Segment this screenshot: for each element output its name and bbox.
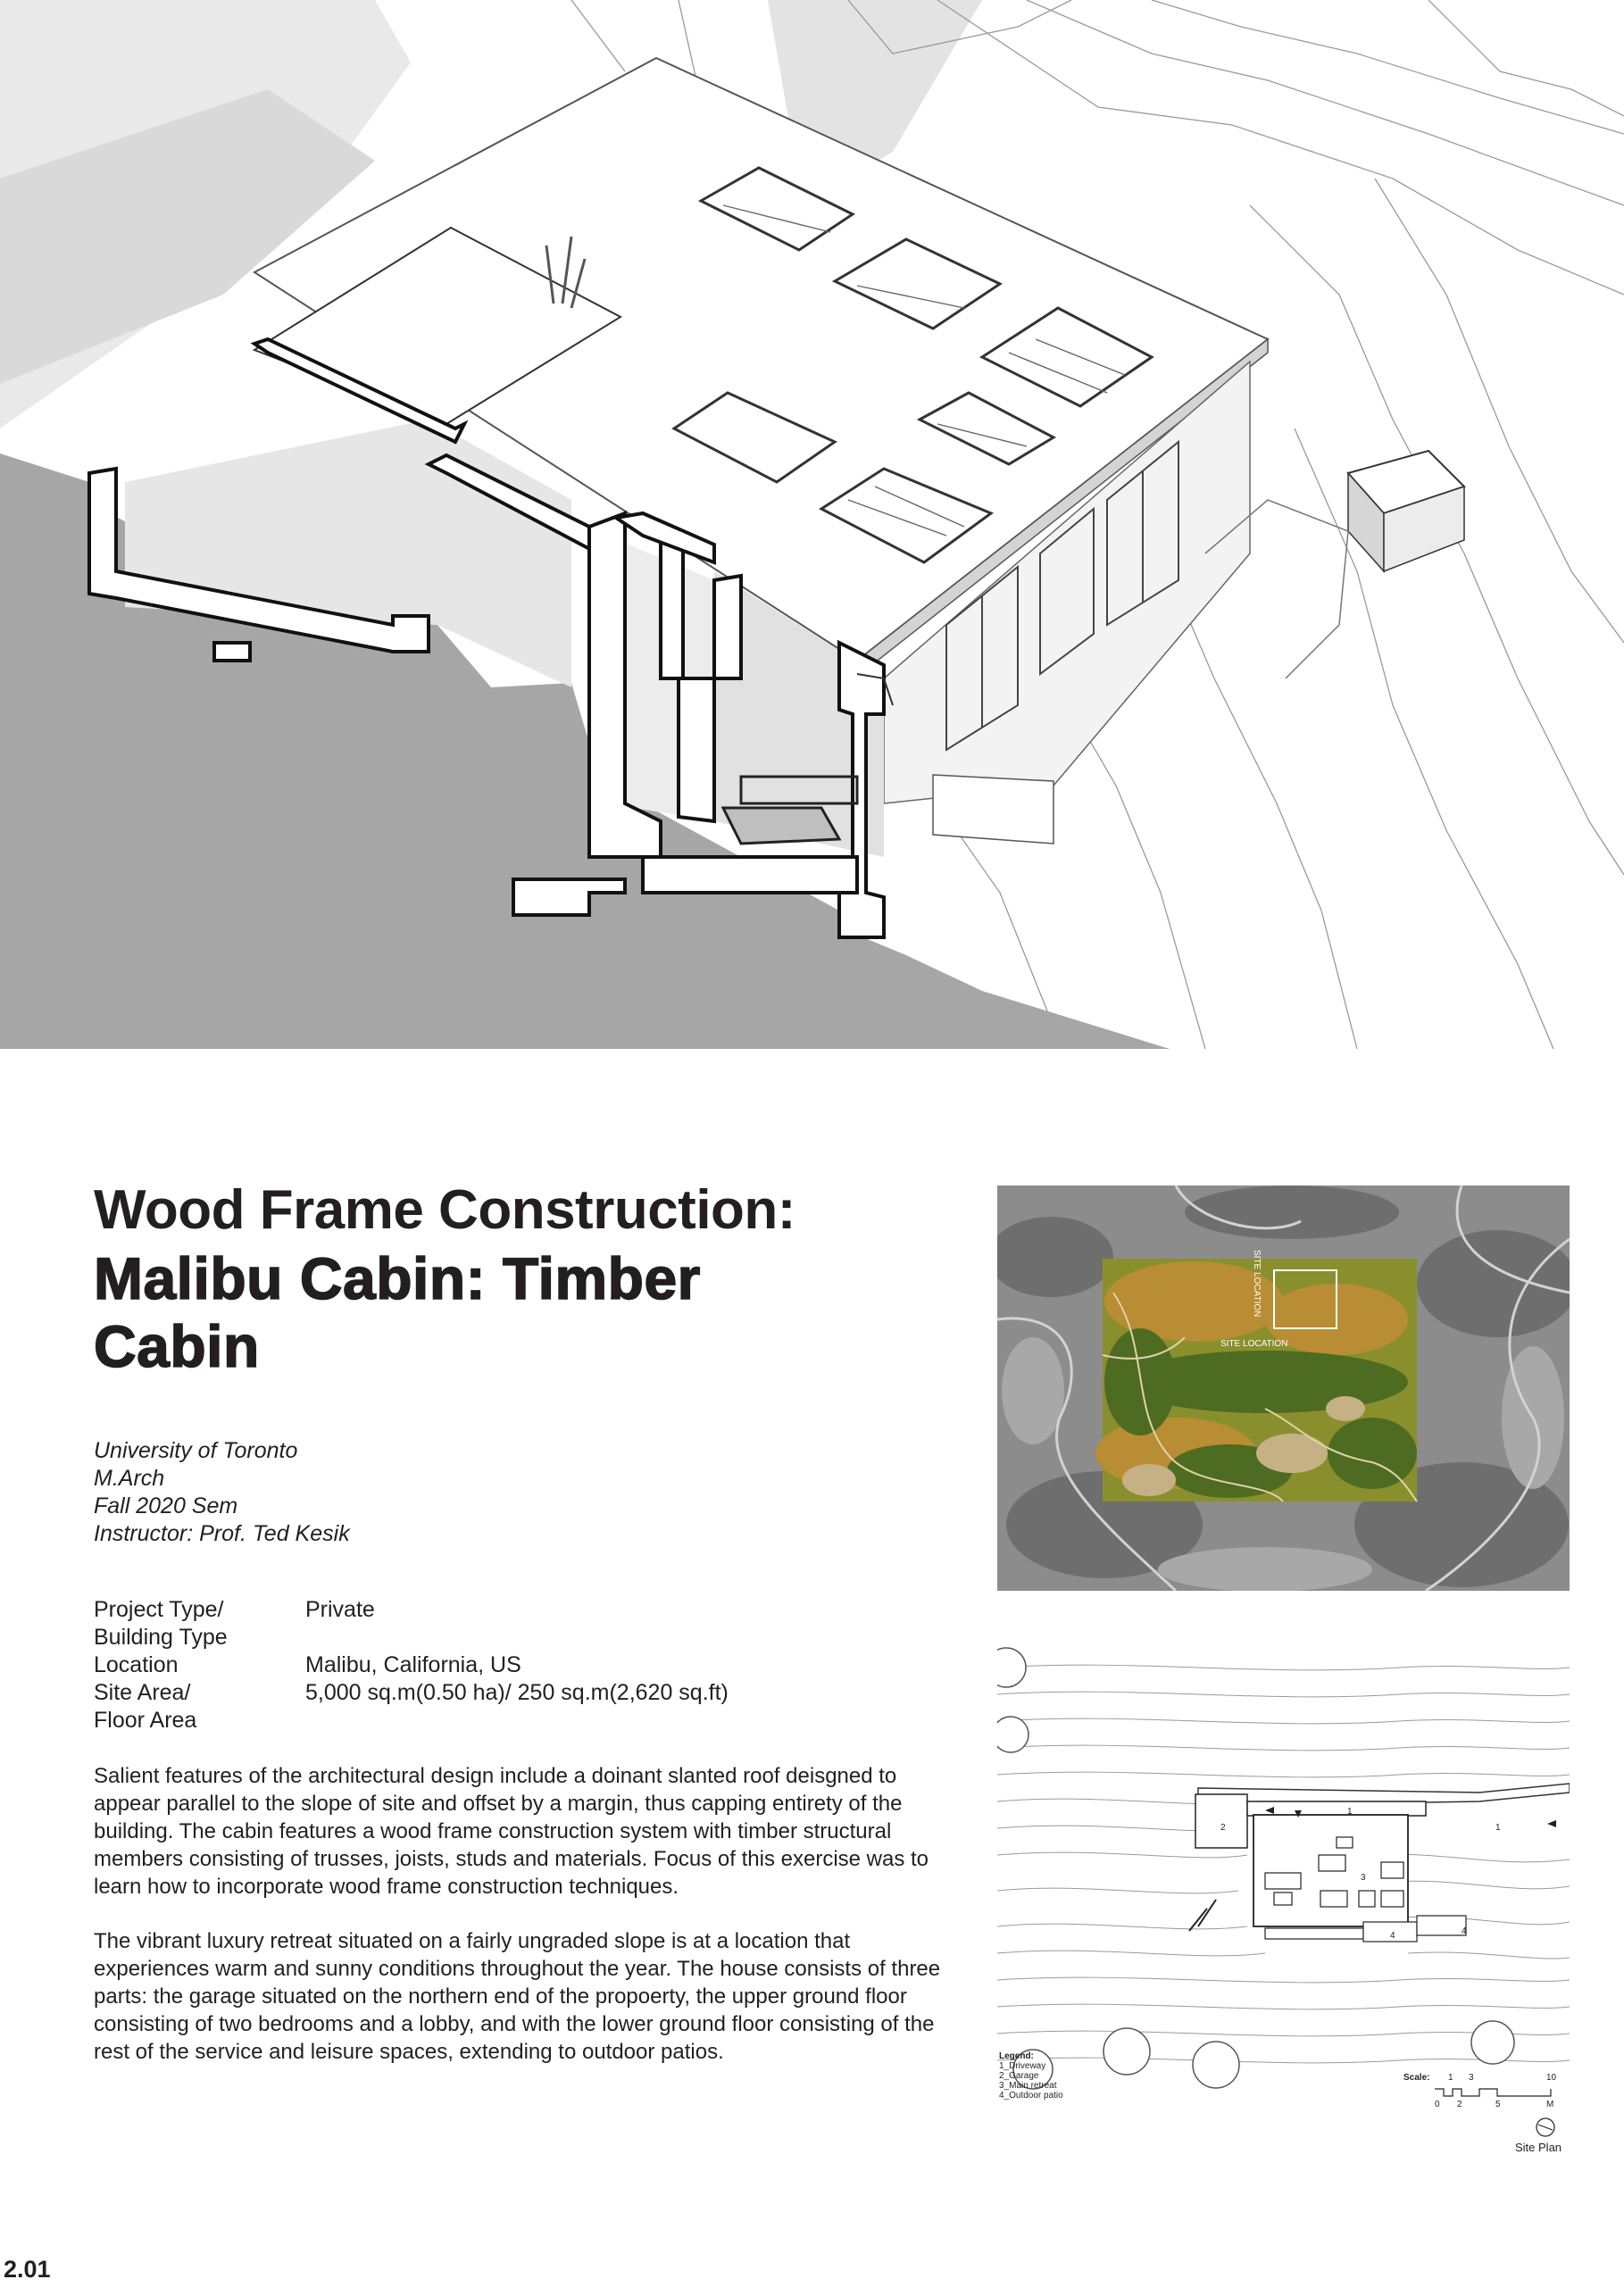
zone-number: 4: [1462, 1926, 1467, 1936]
scale-tick: 10: [1546, 2073, 1557, 2083]
zone-number: 4: [1390, 1931, 1395, 1941]
credit-instructor: Instructor: Prof. Ted Kesik: [94, 1521, 350, 1546]
axonometric-section-drawing: [0, 0, 1624, 1049]
legend-item: 2_Garage: [999, 2071, 1039, 2081]
project-title-line-1: Malibu Cabin: Timber: [94, 1245, 701, 1311]
description-paragraph: The vibrant luxury retreat situated on a fairly ungraded slope is at a location that experiences warm and sunny conditions throughout the year. The house consists of three parts: the garage situated on the northern end of the propoerty, the upper ground floor consisting of two bedrooms and a lobby, and with the lower ground floor consisting of the rest of the service and leisure spaces, extending to outdoor patios.: [94, 1929, 941, 2064]
credit-program: M.Arch: [94, 1466, 165, 1491]
site-plan-caption: Site Plan: [1515, 2141, 1562, 2154]
credit-university: University of Toronto: [94, 1438, 298, 1463]
site-location-label-vertical: SITE LOCATION: [1252, 1250, 1262, 1318]
info-row: [94, 1624, 897, 1651]
zone-number: 2: [1220, 1823, 1226, 1833]
info-row: [94, 1596, 897, 1624]
zone-number: 1: [1495, 1823, 1501, 1833]
scale-tick: 2: [1457, 2100, 1462, 2109]
info-label: Location: [94, 1652, 179, 1677]
scale-tick: M: [1546, 2100, 1554, 2109]
info-row: [94, 1707, 897, 1734]
info-row: [94, 1651, 897, 1679]
info-value: [305, 1707, 897, 1734]
scale-tick: 3: [1469, 2073, 1474, 2083]
project-description: [94, 1762, 951, 2092]
zone-number: 1: [1347, 1807, 1353, 1817]
info-label: Building Type: [94, 1625, 228, 1650]
legend-title: Legend:: [999, 2051, 1034, 2061]
page-number: 2.01: [4, 2256, 51, 2283]
description-paragraph: Salient features of the architectural design include a doinant slanted roof deisgned to appear parallel to the slope of site and offset by a margin, thus capping entirety of the building. The cabin features a wood frame construction system with timber structural members consisting of trusses, joists, studs and materials. Focus of this exercise was to learn how to incorporate wood frame construction techniques.: [94, 1764, 929, 1899]
scale-tick: 5: [1495, 2100, 1501, 2109]
info-label: Site Area/: [94, 1680, 191, 1705]
project-title-line-2: Cabin: [94, 1313, 260, 1379]
scale-label: Scale:: [1403, 2073, 1430, 2083]
project-info-table: [94, 1596, 897, 1734]
site-location-label: SITE LOCATION: [1220, 1339, 1288, 1349]
aerial-site-map: [997, 1185, 1570, 1591]
info-label: Project Type/: [94, 1597, 224, 1622]
info-value: Private: [305, 1597, 375, 1622]
credit-term: Fall 2020 Sem: [94, 1493, 238, 1518]
info-label: Floor Area: [94, 1708, 197, 1733]
title-block: [94, 1177, 969, 1380]
info-value: Malibu, California, US: [305, 1652, 521, 1677]
zone-number: 3: [1361, 1873, 1366, 1883]
credits: [94, 1437, 629, 1548]
page-title: Wood Frame Construction:: [94, 1179, 795, 1241]
scale-tick: 1: [1448, 2073, 1453, 2083]
info-value: 5,000 sq.m(0.50 ha)/ 250 sq.m(2,620 sq.ft): [305, 1680, 729, 1705]
info-value: [305, 1624, 897, 1651]
legend-item: 4_Outdoor patio: [999, 2091, 1063, 2101]
scale-tick: 0: [1435, 2100, 1440, 2109]
legend-item: 3_Main retreat: [999, 2081, 1057, 2091]
site-plan-legend: [999, 2051, 1124, 2101]
info-row: [94, 1679, 897, 1707]
legend-item: 1_Driveway: [999, 2061, 1046, 2071]
